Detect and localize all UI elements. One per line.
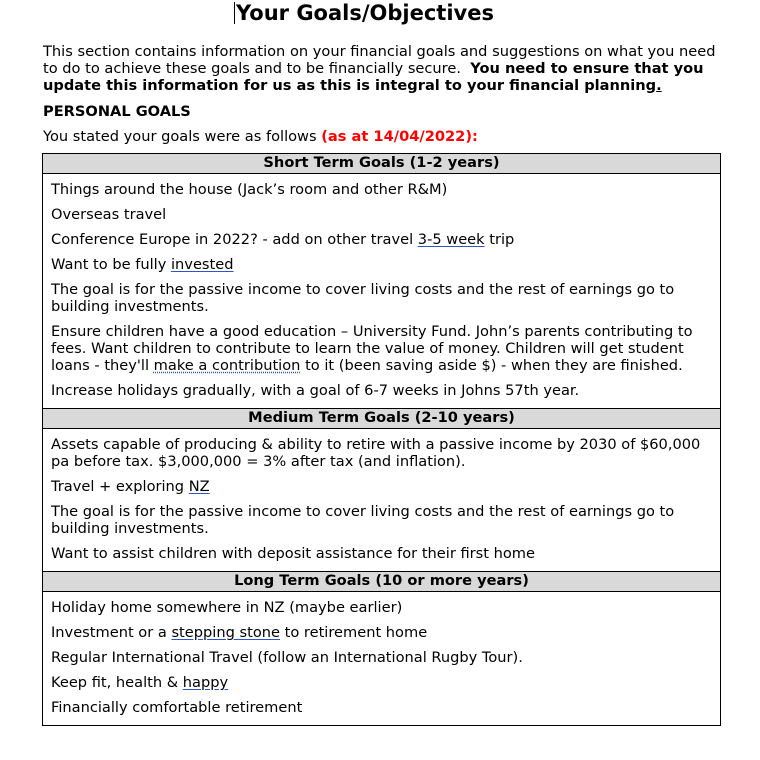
goal-text: to it (been saving aside $) - when they are finished.	[305, 357, 683, 374]
goal-item: The goal is for the passive income to cover living costs and the rest of earnings go to building investments.	[51, 503, 675, 537]
intro-bold-text: You need to ensure that you update this information for us as this is integral to your financial planning	[43, 60, 704, 94]
goal-item: The goal is for the passive income to cover living costs and the rest of earnings go to building investments.	[51, 281, 675, 315]
spellcheck-word[interactable]: NZ	[188, 478, 210, 495]
goal-item: Assets capable of producing & ability to retire with a passive income by 2030 of $60,000 pa before tax. $3,000,000 = 3% after tax (and inflation).	[51, 436, 701, 470]
medium-term-heading: Medium Term Goals (2-10 years)	[43, 408, 720, 429]
goal-item	[51, 624, 712, 641]
medium-term-goals	[43, 429, 720, 571]
long-term-heading: Long Term Goals (10 or more years)	[43, 571, 720, 592]
goal-text: Travel + exploring	[51, 478, 185, 495]
goal-item	[51, 674, 712, 691]
personal-goals-heading: PERSONAL GOALS	[43, 103, 191, 120]
goal-text: Ensure children have a good education – University Fund. John’s parents contributing to fees. Want children to contribute to learn the value of money. Children will get student loans - they'll	[51, 323, 693, 374]
goal-item: Increase holidays gradually, with a goal of 6-7 weeks in Johns 57th year.	[51, 382, 580, 399]
goal-item	[51, 231, 712, 248]
stated-text: You stated your goals were as follows	[43, 128, 317, 145]
intro-text: This section contains information on your financial goals and suggestions on what you need to do to achieve these goals and to be financially secure.	[43, 43, 716, 77]
goal-text: Investment or a	[51, 624, 167, 641]
goals-table	[42, 153, 721, 726]
grammar-check-phrase[interactable]: make a contribution	[153, 357, 301, 374]
goal-item: Things around the house (Jack’s room and other R&M)	[51, 181, 448, 198]
short-term-heading: Short Term Goals (1-2 years)	[43, 154, 720, 174]
intro-bold-end: .	[656, 77, 662, 94]
goal-text: Conference Europe in 2022? - add on other travel	[51, 231, 414, 248]
goal-item: Financially comfortable retirement	[51, 699, 303, 716]
stated-line	[43, 128, 478, 146]
long-term-goals	[43, 592, 720, 725]
goal-item	[51, 478, 712, 495]
goal-text: Want to be fully	[51, 256, 167, 273]
spellcheck-word[interactable]: 3-5 week	[417, 231, 485, 248]
goal-text: to retirement home	[284, 624, 428, 641]
stated-date-note: (as at 14/04/2022):	[321, 128, 478, 145]
spellcheck-word[interactable]: stepping stone	[171, 624, 280, 641]
spellcheck-word[interactable]: invested	[171, 256, 234, 273]
intro-paragraph	[43, 43, 723, 94]
goal-item	[51, 323, 712, 374]
goal-text: trip	[489, 231, 515, 248]
page-title: Your Goals/Objectives	[236, 1, 494, 25]
goal-item: Want to assist children with deposit assistance for their first home	[51, 545, 535, 562]
goal-item: Holiday home somewhere in NZ (maybe earlier)	[51, 599, 403, 616]
goal-text: Keep fit, health &	[51, 674, 179, 691]
goal-item: Regular International Travel (follow an International Rugby Tour).	[51, 649, 523, 666]
short-term-goals	[43, 174, 720, 408]
goal-item: Overseas travel	[51, 206, 167, 223]
spellcheck-word[interactable]: happy	[182, 674, 229, 691]
goal-item	[51, 256, 712, 273]
text-cursor	[234, 2, 235, 24]
